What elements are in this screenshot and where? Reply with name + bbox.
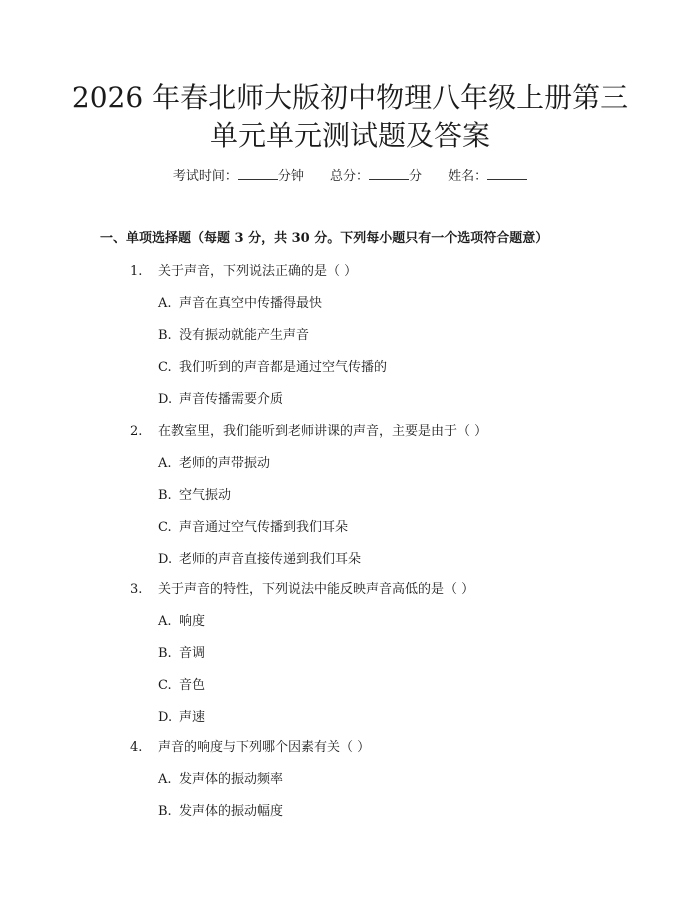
- student-name-blank: [487, 167, 527, 180]
- exam-score-blank: [369, 167, 409, 180]
- student-name: [448, 167, 527, 187]
- option-text: 响度: [179, 614, 206, 629]
- option-letter: B.: [158, 488, 172, 503]
- exam-time-label: 考试时间：: [172, 169, 238, 184]
- option-letter: B.: [158, 328, 172, 343]
- option-text: 老师的声带振动: [179, 456, 271, 471]
- option-letter: C.: [158, 520, 172, 535]
- option-letter: D.: [158, 552, 173, 567]
- exam-time-unit: 分钟: [277, 169, 304, 184]
- option-text: 声音在真空中传播得最快: [179, 296, 323, 311]
- document-title-line-2: 单元单元测试题及答案: [209, 119, 490, 152]
- question-number: 1.: [130, 264, 143, 279]
- option-letter: D.: [158, 392, 173, 407]
- question-number: 2.: [130, 424, 143, 439]
- option-letter: A.: [158, 456, 172, 471]
- exam-score-unit: 分: [409, 169, 423, 184]
- option-text: 我们听到的声音都是通过空气传播的: [179, 360, 388, 375]
- exam-meta: [0, 167, 700, 187]
- option-letter: C.: [158, 678, 172, 693]
- question-text: 在教室里，我们能听到老师讲课的声音，主要是由于（ ）: [158, 424, 488, 439]
- option-text: 声音传播需要介质: [179, 392, 284, 407]
- document-title-line-1: 2026 年春北师大版初中物理八年级上册第三: [71, 81, 629, 114]
- option-text: 声音通过空气传播到我们耳朵: [179, 520, 349, 535]
- option-text: 没有振动就能产生声音: [179, 328, 310, 343]
- question-number: 3.: [130, 582, 143, 597]
- option-text: 音调: [179, 646, 206, 661]
- option-text: 发声体的振动幅度: [179, 804, 284, 819]
- exam-score-label: 总分：: [329, 169, 369, 184]
- option-text: 音色: [179, 678, 206, 693]
- option-text: 空气振动: [179, 488, 232, 503]
- option-letter: B.: [158, 804, 172, 819]
- exam-score: [330, 167, 422, 187]
- student-name-label: 姓名：: [448, 169, 488, 184]
- question-text: 关于声音的特性，下列说法中能反映声音高低的是（ ）: [158, 582, 475, 597]
- option-letter: A.: [158, 772, 172, 787]
- question-text: 关于声音，下列说法正确的是（ ）: [158, 264, 358, 279]
- option-text: 老师的声音直接传递到我们耳朵: [179, 552, 362, 567]
- section-heading: 一、单项选择题（每题 3 分，共 30 分。下列每小题只有一个选项符合题意）: [100, 231, 549, 246]
- option-letter: A.: [158, 296, 172, 311]
- option-letter: B.: [158, 646, 172, 661]
- option-text: 声速: [179, 710, 206, 725]
- option-letter: D.: [158, 710, 173, 725]
- exam-time-blank: [238, 167, 278, 180]
- question-text: 声音的响度与下列哪个因素有关（ ）: [158, 740, 371, 755]
- option-letter: A.: [158, 614, 172, 629]
- exam-time: [173, 167, 304, 187]
- option-text: 发声体的振动频率: [179, 772, 284, 787]
- option-letter: C.: [158, 360, 172, 375]
- question-number: 4.: [130, 740, 143, 755]
